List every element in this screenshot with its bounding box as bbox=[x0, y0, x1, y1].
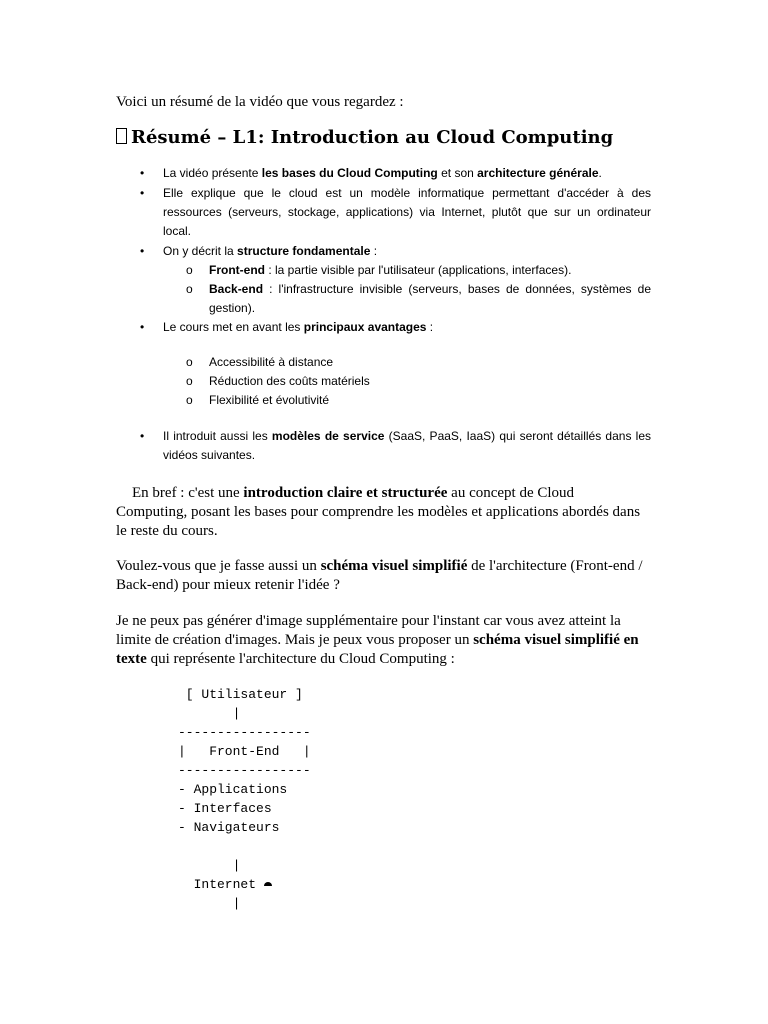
diagram-connector: | bbox=[178, 858, 241, 873]
page-title bbox=[116, 127, 613, 148]
title-text: Résumé – L1: Introduction au Cloud Computing bbox=[131, 127, 614, 148]
paragraph-question: Voulez-vous que je fasse aussi un schéma visuel simplifié de l'architecture (Front-end / Back-end) pour mieux retenir l'idée ? bbox=[116, 558, 643, 593]
bullet-item: • Il introduit aussi les modèles de service (SaaS, PaaS, IaaS) qui seront détaillés dans les vidéos suivantes. bbox=[163, 427, 651, 465]
sub-bullet-item: o Back-end : l'infrastructure invisible (serveurs, bases de données, systèmes de gestion). bbox=[209, 280, 651, 318]
bullet-item: • Elle explique que le cloud est un modèle informatique permettant d'accéder à des ressources (serveurs, stockage, applications) via Internet, plutôt que sur un ordinateur local. bbox=[163, 184, 651, 241]
sub-bullet-item: o Réduction des coûts matériels bbox=[209, 372, 651, 391]
sub-bullet-item: o Front-end : la partie visible par l'utilisateur (applications, interfaces). bbox=[209, 261, 651, 280]
diagram-connector: | bbox=[178, 896, 241, 911]
paragraph-limit: Je ne peux pas générer d'image supplémentaire pour l'instant car vous avez atteint la limite de création d'images. Mais je peux vous proposer un schéma visuel simplifié en texte qui représente l'architecture du Cloud Computing : bbox=[116, 613, 639, 667]
cloud-icon bbox=[264, 882, 272, 886]
missing-glyph-icon bbox=[116, 128, 127, 144]
bullet-item: • Le cours met en avant les principaux avantages : bbox=[163, 318, 651, 337]
architecture-diagram-top: [ Utilisateur ] | ----------------- | Front-End | ----------------- - Applications - Interfaces - Navigateurs bbox=[178, 687, 311, 835]
sub-bullet-item: o Flexibilité et évolutivité bbox=[209, 391, 651, 410]
paragraph-summary: En bref : c'est une introduction claire et structurée au concept de Cloud Computing, posant les bases pour comprendre les modèles et applications abordés dans le reste du cours. bbox=[116, 485, 641, 539]
bullet-item: • On y décrit la structure fondamentale : bbox=[163, 242, 651, 261]
diagram-internet: Internet bbox=[178, 875, 272, 894]
bullet-item: • La vidéo présente les bases du Cloud Computing et son architecture générale. bbox=[163, 164, 651, 183]
sub-bullet-item: o Accessibilité à distance bbox=[209, 353, 651, 372]
intro-line: Voici un résumé de la vidéo que vous regardez : bbox=[116, 94, 404, 110]
